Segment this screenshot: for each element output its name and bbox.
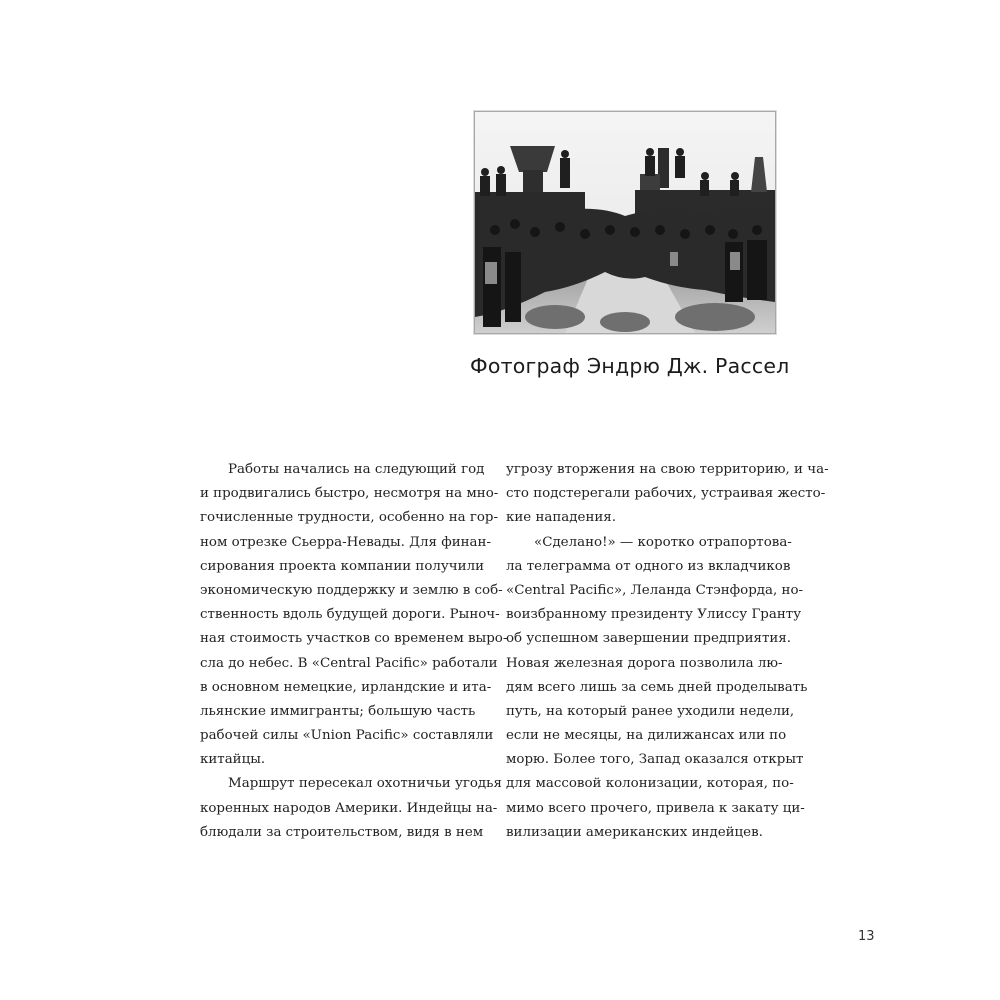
text-line: об успешном завершении предприятия. bbox=[506, 631, 792, 647]
text-line: Новая железная дорога позволила лю- bbox=[506, 655, 783, 671]
text-line: кие нападения. bbox=[506, 510, 617, 526]
text-line: сла до небес. В «Central Pacific» работали bbox=[200, 655, 498, 671]
historical-photo bbox=[474, 111, 776, 334]
text-line: льянские иммигранты; большую часть bbox=[200, 703, 476, 719]
text-line: «Central Pacific», Леланда Стэнфорда, но- bbox=[506, 582, 804, 598]
text-line: в основном немецкие, ирландские и ита- bbox=[200, 679, 492, 695]
locomotives-crowd-image bbox=[475, 112, 775, 333]
text-line: коренных народов Америки. Индейцы на- bbox=[200, 800, 498, 816]
text-line: ная стоимость участков со временем выро- bbox=[200, 631, 508, 647]
text-line: ла телеграмма от одного из вкладчиков bbox=[506, 558, 791, 574]
text-line: Маршрут пересекал охотничьи угодья bbox=[228, 776, 502, 792]
text-line: морю. Более того, Запад оказался открыт bbox=[506, 752, 804, 768]
text-line: экономическую поддержку и землю в соб- bbox=[200, 582, 503, 598]
right-text-column bbox=[506, 458, 829, 845]
text-line: дям всего лишь за семь дней проделывать bbox=[506, 679, 808, 695]
text-line: китайцы. bbox=[200, 752, 266, 768]
text-line: ном отрезке Сьерра-Невады. Для финан- bbox=[200, 534, 491, 550]
page-number: 13 bbox=[858, 929, 875, 944]
text-line: воизбранному президенту Улиссу Гранту bbox=[506, 607, 802, 623]
text-line: рабочей силы «Union Pacific» составляли bbox=[200, 728, 494, 744]
text-line: блюдали за строительством, видя в нем bbox=[200, 824, 484, 840]
text-line: ственность вдоль будущей дороги. Рыноч- bbox=[200, 607, 500, 623]
text-line: сто подстерегали рабочих, устраивая жесто- bbox=[506, 486, 826, 502]
left-text-column bbox=[200, 458, 508, 845]
text-line: Работы начались на следующий год bbox=[228, 462, 485, 477]
text-line: мимо всего прочего, привела к закату ци- bbox=[506, 800, 805, 816]
text-line: сирования проекта компании получили bbox=[200, 558, 485, 574]
text-line: вилизации американских индейцев. bbox=[506, 824, 763, 840]
text-line: для массовой колонизации, которая, по- bbox=[506, 776, 794, 792]
text-line: путь, на который ранее уходили недели, bbox=[506, 703, 795, 719]
text-line: угрозу вторжения на свою территорию, и ча- bbox=[506, 462, 829, 477]
text-line: если не месяцы, на дилижансах или по bbox=[506, 728, 787, 744]
text-line: и продвигались быстро, несмотря на мно- bbox=[200, 486, 499, 502]
text-line: «Сделано!» — коротко отрапортова- bbox=[534, 534, 792, 550]
photo-caption: Фотограф Эндрю Дж. Рассел bbox=[470, 354, 790, 378]
text-line: гочисленные трудности, особенно на гор- bbox=[200, 510, 499, 526]
